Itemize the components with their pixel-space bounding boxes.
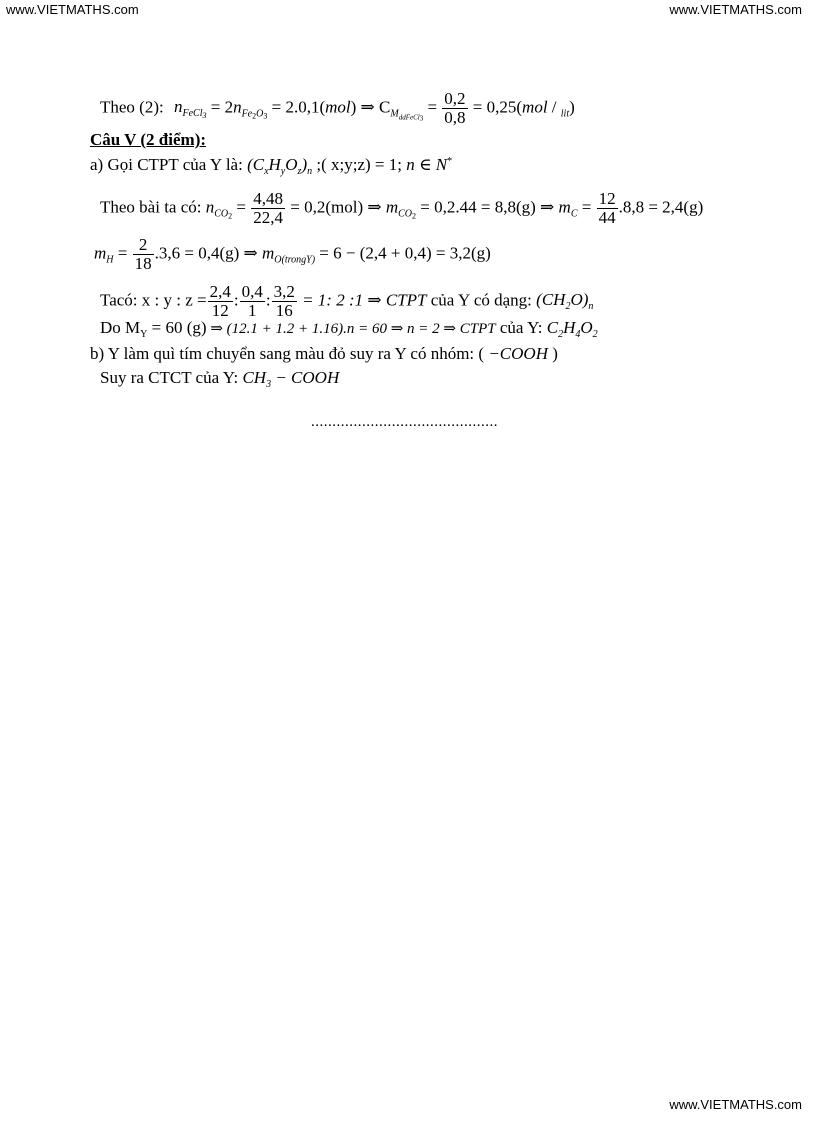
- watermark-top-left: www.VIETMATHS.com: [6, 2, 139, 17]
- watermark-top-right: www.VIETMATHS.com: [669, 2, 802, 17]
- part-b-line: b) Y làm quì tím chuyển sang màu đỏ suy ra Y có nhóm: ( −COOH ): [90, 344, 558, 363]
- ctct-line: Suy ra CTCT của Y: $CH_3$ − COOH: [100, 368, 340, 390]
- mass-h-line: $m_H$ = $\frac{2}{18}$ .3,6 = 0,4(g) ⇒ $m_{O(trongY)} = 6 - (2,4 + 0,4) = 3,2(g)$: [94, 235, 491, 273]
- fraction: $\frac{0,2}{0,8}$: [444, 89, 466, 127]
- part-a-line: a) Gọi CTPT của Y là: $(C_xH_yO_z)_n$ ;( x;y;z) = 1; n ∈ N*: [90, 155, 453, 177]
- theo-2-line: Theo (2): $n_{FeCl3} = 2n_{Fe2O3} = 2.0,1(mol)$ ⇒ $C_{MddFeCl3}$ = $\frac{0,2}{0,8}$ = 0,25(mol / $_{lit}$): [100, 89, 575, 127]
- watermark-bottom-right: www.VIETMATHS.com: [669, 1097, 802, 1112]
- molar-mass-line: Do $M_Y = 60$ (g) ⇒ (12.1 + 1.2 + 1.16).n = 60 ⇒ n = 2 ⇒ CTPT của Y: $C_2H_4O_2$: [100, 318, 598, 340]
- ratio-line: Tacó: x : y : z = $\frac{2,4}{12}$ : $\frac{0,4}{1}$ : $\frac{3,2}{16}$ = 1: 2 :1 ⇒ CTPT của Y có dạng: $(CH_2O)_n$: [100, 282, 594, 320]
- section-heading: Câu V (2 điểm):: [90, 130, 207, 149]
- theo-label: Theo (2):: [100, 97, 164, 117]
- separator-dots: ............................................: [311, 414, 498, 430]
- theo-bai-line: Theo bài ta có: $n_{CO2}$ = $\frac{4,48}{22,4}$ = 0,2(mol) ⇒ $m_{CO2} = 0,2.44 = 8,8(g)$ ⇒ $m_C$ = $\frac{12}{44}$ .8,8 = 2,4(g): [100, 189, 704, 227]
